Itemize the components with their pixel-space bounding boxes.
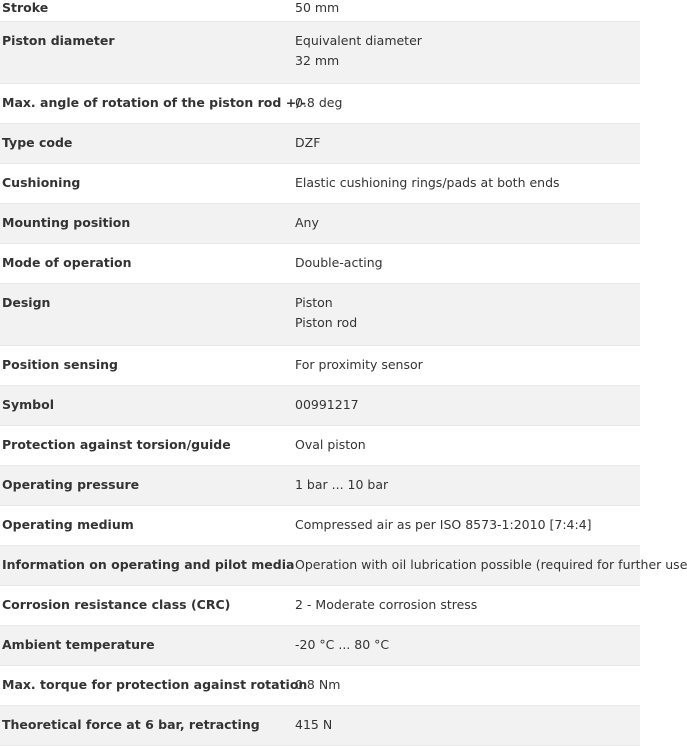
table-row-piston-diameter <box>0 22 640 84</box>
row-label: Piston diameter <box>2 33 115 48</box>
row-value <box>295 204 640 243</box>
table-row-corrosion-resistance <box>0 586 640 626</box>
table-row-mode-of-operation <box>0 244 640 284</box>
row-label: Symbol <box>2 397 54 412</box>
table-row-cushioning <box>0 164 640 204</box>
row-value-line: Operation with oil lubrication possible (required for further use <box>295 557 687 572</box>
row-value <box>295 164 640 203</box>
row-value <box>295 0 640 21</box>
row-label: Operating medium <box>2 517 134 532</box>
row-value-line: 1 bar ... 10 bar <box>295 477 389 492</box>
row-value <box>295 586 640 625</box>
table-row-theoretical-force <box>0 706 640 746</box>
table-row-type-code <box>0 124 640 164</box>
row-label: Cushioning <box>2 175 81 190</box>
row-value-line: Double-acting <box>295 255 383 270</box>
row-value-line: Piston <box>295 295 333 310</box>
row-value-line: Compressed air as per ISO 8573-1:2010 [7:4:4] <box>295 517 592 532</box>
table-row-symbol <box>0 386 640 426</box>
row-value <box>295 22 640 83</box>
row-value-line: 415 N <box>295 717 333 732</box>
row-value-line: DZF <box>295 135 321 150</box>
row-value <box>295 84 640 123</box>
row-value <box>295 386 640 425</box>
row-label: Type code <box>2 135 73 150</box>
row-label: Max. angle of rotation of the piston rod +/- <box>2 95 306 110</box>
row-value-line: Any <box>295 215 319 230</box>
table-row-max-angle-rotation <box>0 84 640 124</box>
table-row-operating-pressure <box>0 466 640 506</box>
row-value <box>295 626 640 665</box>
row-value-line: 00991217 <box>295 397 359 412</box>
row-label: Information on operating and pilot media <box>2 557 295 572</box>
table-row-max-torque <box>0 666 640 706</box>
row-value <box>295 426 640 465</box>
row-label: Theoretical force at 6 bar, retracting <box>2 717 260 732</box>
row-value-line: Equivalent diameter <box>295 33 422 48</box>
row-value <box>295 546 687 585</box>
row-value-line: 0.8 deg <box>295 95 343 110</box>
row-label: Ambient temperature <box>2 637 155 652</box>
table-row-position-sensing <box>0 346 640 386</box>
row-value-line: Elastic cushioning rings/pads at both ends <box>295 175 560 190</box>
row-value <box>295 506 640 545</box>
table-row-design <box>0 284 640 346</box>
row-value-line: -20 °C ... 80 °C <box>295 637 390 652</box>
row-label: Stroke <box>2 0 49 15</box>
row-value <box>295 466 640 505</box>
row-value-line: 0.8 Nm <box>295 677 341 692</box>
row-value <box>295 284 640 345</box>
row-label: Design <box>2 295 51 310</box>
table-row-ambient-temperature <box>0 626 640 666</box>
row-value-line: Piston rod <box>295 315 358 330</box>
row-value <box>295 124 640 163</box>
row-label: Protection against torsion/guide <box>2 437 231 452</box>
table-row-operating-medium <box>0 506 640 546</box>
row-value <box>295 346 640 385</box>
row-label: Max. torque for protection against rotation <box>2 677 308 692</box>
row-value-line: For proximity sensor <box>295 357 423 372</box>
row-label: Mounting position <box>2 215 131 230</box>
row-label: Operating pressure <box>2 477 140 492</box>
row-label: Position sensing <box>2 357 118 372</box>
row-label: Corrosion resistance class (CRC) <box>2 597 231 612</box>
table-row-mounting-position <box>0 204 640 244</box>
table-row-stroke <box>0 0 640 22</box>
row-value <box>295 244 640 283</box>
row-value-line: 32 mm <box>295 53 340 68</box>
row-value-line: 2 - Moderate corrosion stress <box>295 597 478 612</box>
row-value-line: 50 mm <box>295 0 340 15</box>
row-value <box>295 706 640 745</box>
row-value-line: Oval piston <box>295 437 366 452</box>
row-label: Mode of operation <box>2 255 132 270</box>
row-value <box>295 666 640 705</box>
table-row-protection-torsion <box>0 426 640 466</box>
table-row-operating-pilot-media <box>0 546 687 586</box>
